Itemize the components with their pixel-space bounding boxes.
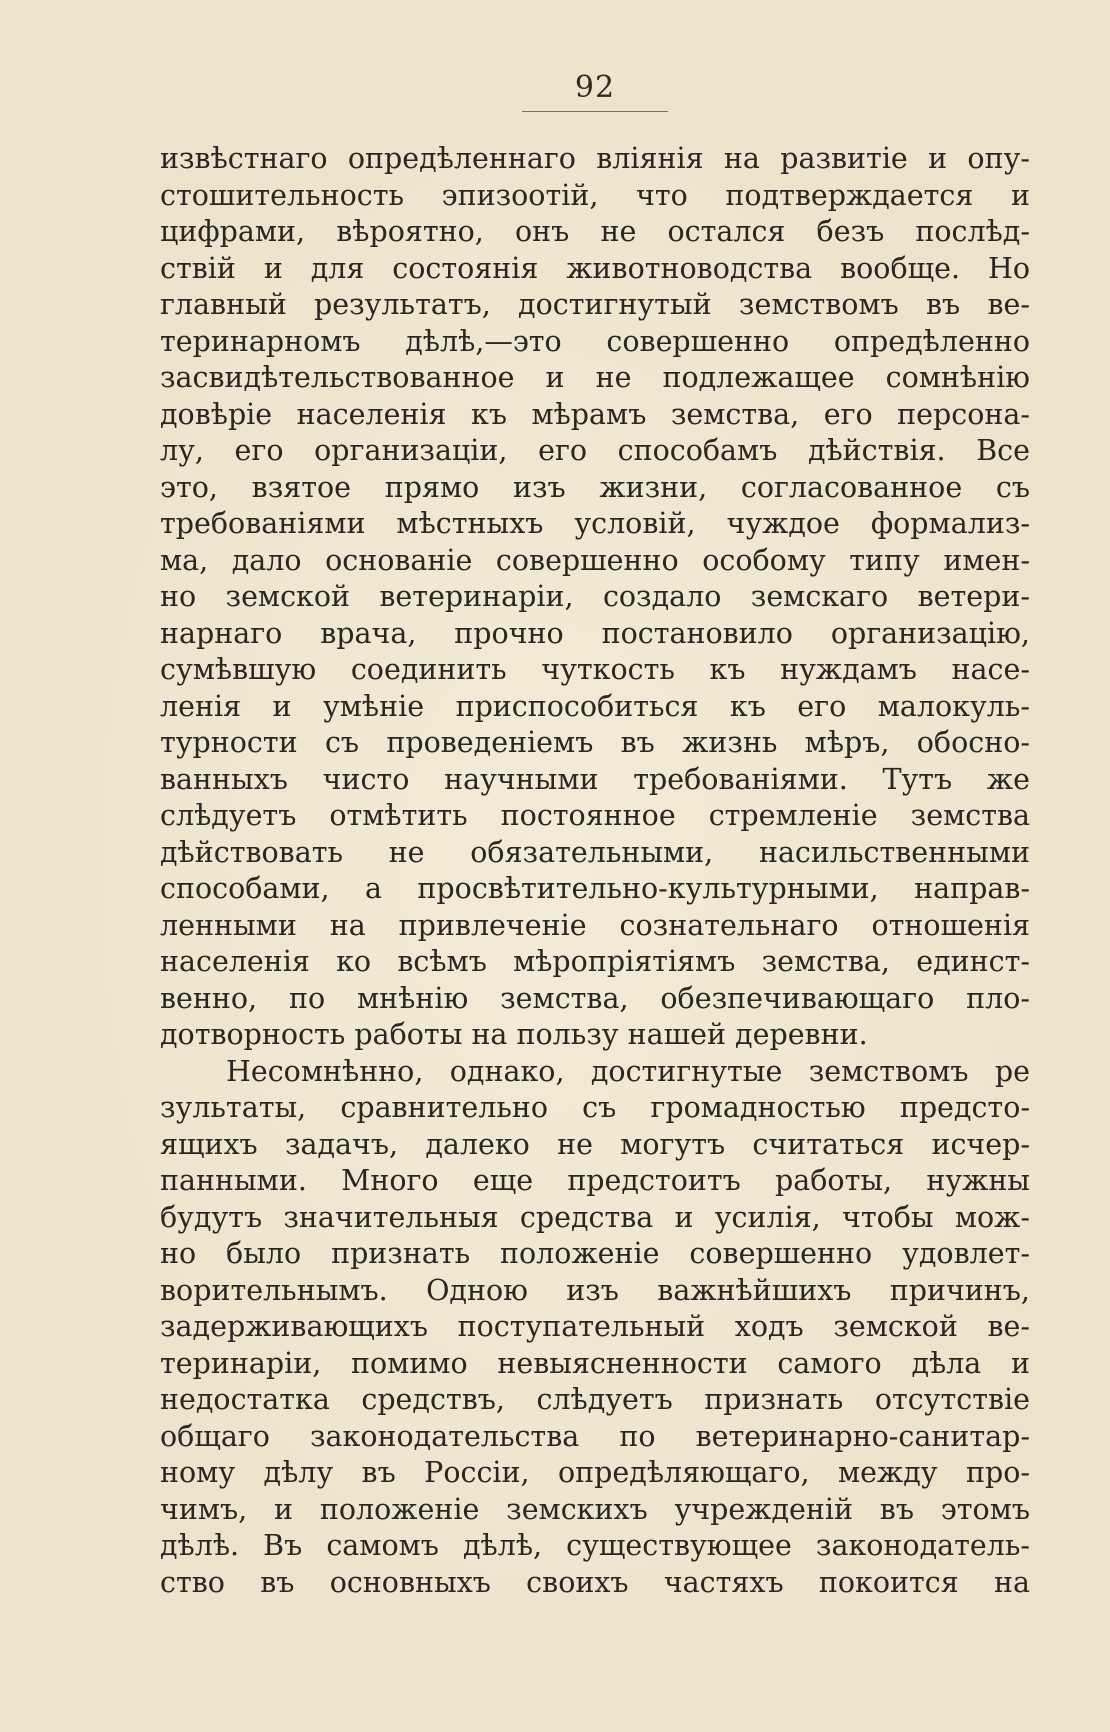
text-line: турности съ проведеніемъ въ жизнь мѣръ, обосно- <box>160 726 1030 759</box>
text-line: главный результатъ, достигнутый земствомъ въ ве- <box>160 288 1030 321</box>
text-line: цифрами, вѣроятно, онъ не остался безъ послѣд- <box>160 215 1030 248</box>
text-line: слѣдуетъ отмѣтить постоянное стремленіе земства <box>160 799 1030 832</box>
text-line: но земской ветеринаріи, создало земскаго ветери- <box>160 580 1030 613</box>
text-line: это, взятое прямо изъ жизни, согласованное съ <box>160 470 1030 504</box>
text-line: теринаріи, помимо невыясненности самого дѣла и <box>160 1346 1030 1380</box>
text-line: панными. Много еще предстоитъ работы, нужны <box>160 1164 1030 1197</box>
text-line: ворительнымъ. Одною изъ важнѣйшихъ причинъ, <box>160 1273 1030 1307</box>
text-line: сумѣвшую соединить чуткость къ нуждамъ насе- <box>160 653 1030 686</box>
text-line: задерживающихъ поступательный ходъ земской ве- <box>160 1310 1030 1343</box>
text-line: стошительность эпизоотій, что подтверждается и <box>160 178 1030 212</box>
text-line: будутъ значительныя средства и усилія, чтобы мож- <box>160 1200 1030 1234</box>
text-line: ящихъ задачъ, далеко не могутъ считаться исчер- <box>160 1127 1030 1161</box>
text-line: ленія и умѣніе приспособиться къ его малокуль- <box>160 689 1030 723</box>
text-line: но было признать положеніе совершенно удовлет- <box>160 1237 1030 1270</box>
text-line: дѣйствовать не обязательными, насильственными <box>160 835 1030 869</box>
header-rule <box>522 111 668 112</box>
text-line: засвидѣтельствованное и не подлежащее сомнѣнію <box>160 361 1030 394</box>
paragraph-start-line: Несомнѣнно, однако, достигнутые земствомъ ре <box>226 1054 1030 1088</box>
page-number: 92 <box>574 70 616 105</box>
text-line: лу, его организаціи, его способамъ дѣйствія. Все <box>160 434 1030 467</box>
text-line: недостатка средствъ, слѣдуетъ признать отсутствіе <box>160 1383 1030 1416</box>
text-line: довѣріе населенія къ мѣрамъ земства, его персона- <box>160 397 1030 431</box>
text-line: нарнаго врача, прочно постановило организацію, <box>160 616 1030 650</box>
text-line: ному дѣлу въ Россіи, опредѣляющаго, между про- <box>160 1456 1030 1489</box>
text-line: теринарномъ дѣлѣ,—это совершенно опредѣленно <box>160 324 1030 358</box>
text-line: способами, а просвѣтительно-культурными, направ- <box>160 872 1030 905</box>
text-line: ство въ основныхъ своихъ частяхъ покоится на <box>160 1565 1030 1599</box>
text-line: ленными на привлеченіе сознательнаго отношенія <box>160 908 1030 942</box>
text-line: ма, дало основаніе совершенно особому типу имен- <box>160 543 1030 577</box>
text-line: ванныхъ чисто научными требованіями. Тутъ же <box>160 762 1030 796</box>
text-line: извѣстнаго опредѣленнаго вліянія на развитіе и опу- <box>160 142 1030 175</box>
text-line: общаго законодательства по ветеринарно-санитар- <box>160 1419 1030 1453</box>
paragraph-end-line: дотворность работы на пользу нашей деревни. <box>160 1018 868 1051</box>
text-line: венно, по мнѣнію земства, обезпечивающаго пло- <box>160 981 1030 1015</box>
text-line: населенія ко всѣмъ мѣропріятіямъ земства, единст- <box>160 945 1030 978</box>
text-line: ствій и для состоянія животноводства вообще. Но <box>160 251 1030 285</box>
text-line: требованіями мѣстныхъ условій, чуждое формализ- <box>160 507 1030 540</box>
text-line: зультаты, сравнительно съ громадностью предсто- <box>160 1091 1030 1124</box>
body-text <box>160 141 1030 1601</box>
text-line: дѣлѣ. Въ самомъ дѣлѣ, существующее законодатель- <box>160 1529 1030 1562</box>
text-line: чимъ, и положеніе земскихъ учрежденій въ этомъ <box>160 1492 1030 1526</box>
